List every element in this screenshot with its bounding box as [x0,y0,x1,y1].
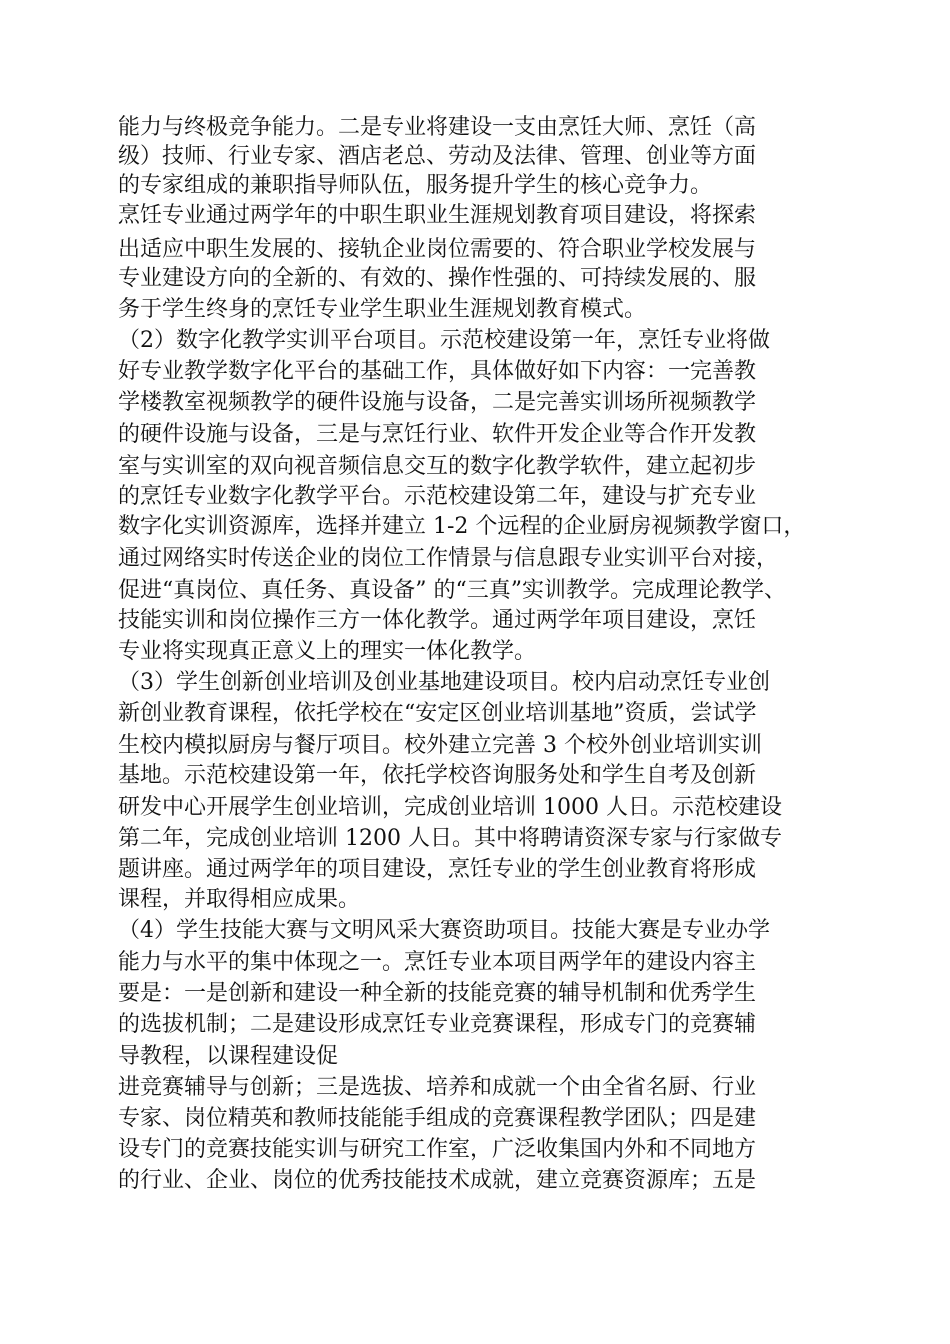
text-line: 导教程，以课程建设促 [118,1044,339,1069]
text-line: （4）学生技能大赛与文明风采大赛资助项目。技能大赛是专业办学 [118,918,770,943]
text-line: 数字化实训资源库，选择并建立 1-2 个远程的企业厨房视频教学窗口， [118,514,806,539]
text-line: 基地。示范校建设第一年，依托学校咨询服务处和学生自考及创新 [118,763,757,788]
text-line: 专业将实现真正意义上的理实一体化教学。 [118,639,537,664]
text-line: （2）数字化教学实训平台项目。示范校建设第一年，烹饪专业将做 [118,328,770,353]
text-line: 学楼教室视频教学的硬件设施与设备，二是完善实训场所视频教学 [118,390,757,415]
text-line: 课程，并取得相应成果。 [118,887,361,912]
text-line: 设专门的竞赛技能实训与研究工作室，广泛收集国内外和不同地方 [118,1137,757,1162]
text-line: 能力与水平的集中体现之一。烹饪专业本项目两学年的建设内容主 [118,950,757,975]
text-line: （3）学生创新创业培训及创业基地建设项目。校内启动烹饪专业创 [118,670,770,695]
text-line: 专业建设方向的全新的、有效的、操作性强的、可持续发展的、服 [118,266,757,291]
text-line: 题讲座。通过两学年的项目建设，烹饪专业的学生创业教育将形成 [118,857,757,882]
text-line: 通过网络实时传送企业的岗位工作情景与信息跟专业实训平台对接， [118,546,779,571]
text-line: 技能实训和岗位操作三方一体化教学。通过两学年项目建设，烹饪 [118,608,757,633]
text-line: 好专业教学数字化平台的基础工作，具体做好如下内容：一完善教 [118,359,757,384]
text-line: 的硬件设施与设备，三是与烹饪行业、软件开发企业等合作开发教 [118,422,757,447]
text-line: 新创业教育课程，依托学校在“安定区创业培训基地”资质，尝试学 [118,701,757,726]
text-line: 促进“真岗位、真任务、真设备” 的“三真”实训教学。完成理论教学、 [118,578,786,603]
text-line: 能力与终极竞争能力。二是专业将建设一支由烹饪大师、烹饪（高 [118,115,757,140]
text-line: 的烹饪专业数字化教学平台。示范校建设第二年，建设与扩充专业 [118,484,757,509]
text-line: 专家、岗位精英和教师技能能手组成的竞赛课程教学团队；四是建 [118,1106,757,1131]
text-line: 第二年，完成创业培训 1200 人日。其中将聘请资深专家与行家做专 [118,826,782,851]
text-line: 级）技师、行业专家、酒店老总、劳动及法律、管理、创业等方面 [118,144,757,169]
text-line: 的选拔机制；二是建设形成烹饪专业竞赛课程，形成专门的竞赛辅 [118,1012,757,1037]
text-line: 出适应中职生发展的、接轨企业岗位需要的、符合职业学校发展与 [118,237,757,262]
text-line: 室与实训室的双向视音频信息交互的数字化教学软件，建立起初步 [118,454,757,479]
text-line: 的专家组成的兼职指导师队伍，服务提升学生的核心竞争力。 [118,173,713,198]
text-line: 的行业、企业、岗位的优秀技能技术成就，建立竞赛资源库；五是 [118,1168,757,1193]
text-line: 进竞赛辅导与创新；三是选拔、培养和成就一个由全省名厨、行业 [118,1075,757,1100]
text-line: 要是：一是创新和建设一种全新的技能竞赛的辅导机制和优秀学生 [118,981,757,1006]
text-line: 生校内模拟厨房与餐厅项目。校外建立完善 3 个校外创业培训实训 [118,733,762,758]
text-line: 研发中心开展学生创业培训，完成创业培训 1000 人日。示范校建设 [118,795,782,820]
text-line: 务于学生终身的烹饪专业学生职业生涯规划教育模式。 [118,297,647,322]
text-line: 烹饪专业通过两学年的中职生职业生涯规划教育项目建设，将探索 [118,203,757,228]
